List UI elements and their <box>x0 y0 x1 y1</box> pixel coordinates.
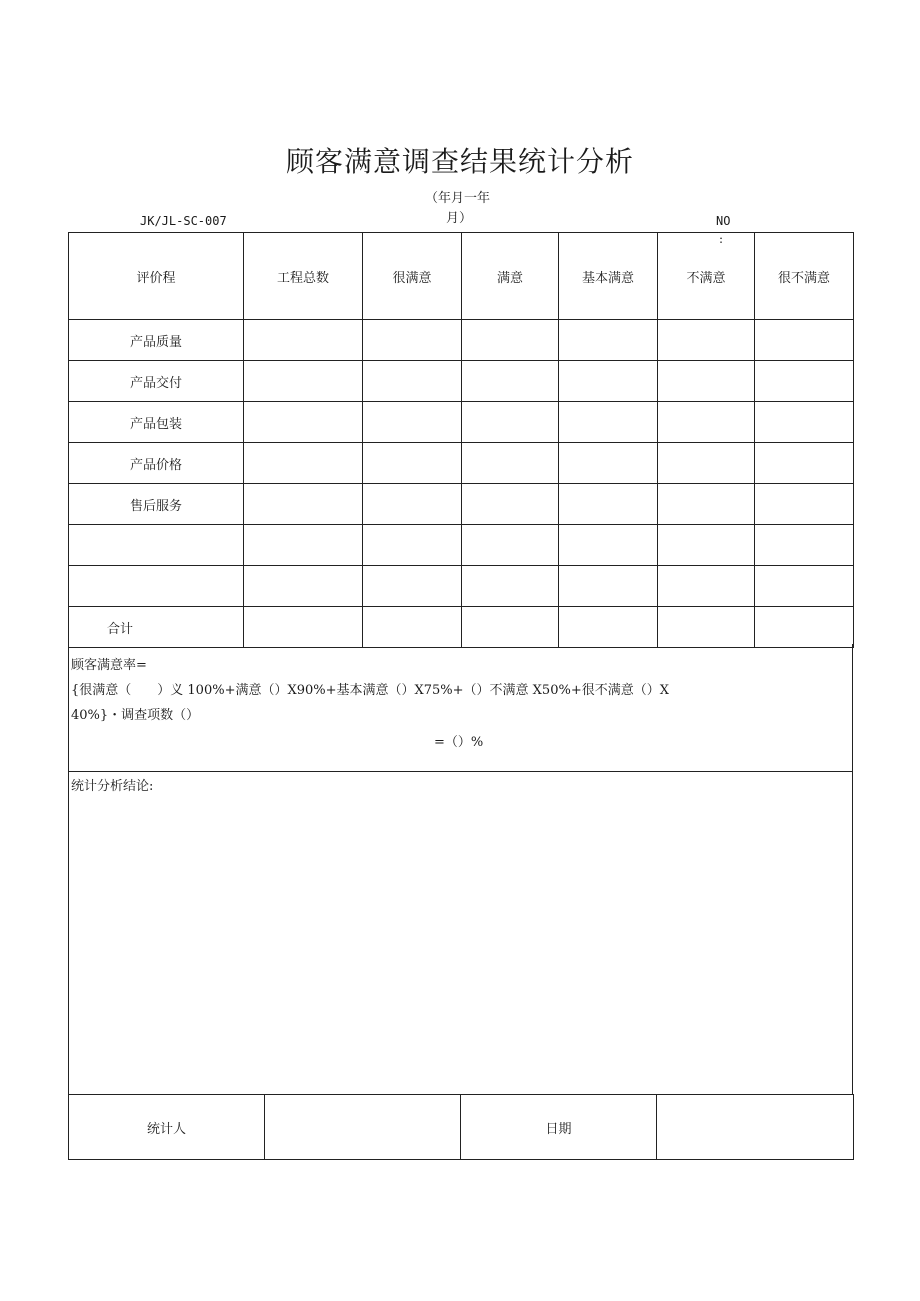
table-row <box>69 566 854 607</box>
row-label: 产品价格 <box>69 443 244 484</box>
table-cell[interactable] <box>755 402 854 443</box>
statistician-field[interactable] <box>265 1095 461 1160</box>
statistician-label: 统计人 <box>69 1095 265 1160</box>
table-cell[interactable] <box>658 484 755 525</box>
conclusion-box[interactable] <box>68 771 853 1094</box>
header-total-projects: 工程总数 <box>244 233 363 320</box>
table-cell[interactable] <box>755 525 854 566</box>
table-cell[interactable] <box>559 484 658 525</box>
table-cell[interactable] <box>658 566 755 607</box>
table-cell[interactable] <box>658 607 755 648</box>
table-cell[interactable] <box>559 525 658 566</box>
table-cell[interactable] <box>363 607 462 648</box>
row-label: 售后服务 <box>69 484 244 525</box>
table-cell[interactable] <box>559 402 658 443</box>
table-cell[interactable] <box>244 566 363 607</box>
table-cell[interactable] <box>363 443 462 484</box>
satisfaction-formula-box <box>68 644 853 772</box>
satisfaction-table <box>68 232 854 648</box>
header-basically-satisfied: 基本满意 <box>559 233 658 320</box>
row-label: 产品交付 <box>69 361 244 402</box>
table-cell[interactable] <box>559 443 658 484</box>
table-cell[interactable] <box>462 566 559 607</box>
table-row <box>69 484 854 525</box>
table-cell[interactable] <box>658 320 755 361</box>
table-cell[interactable] <box>363 402 462 443</box>
number-label: NO <box>716 214 731 228</box>
formula-result: =（）% <box>434 735 484 750</box>
table-cell[interactable] <box>462 402 559 443</box>
table-row <box>69 320 854 361</box>
table-cell[interactable] <box>755 361 854 402</box>
header-satisfied: 满意 <box>462 233 559 320</box>
table-cell[interactable] <box>755 607 854 648</box>
table-cell[interactable] <box>244 443 363 484</box>
table-cell[interactable] <box>755 320 854 361</box>
table-cell[interactable] <box>244 607 363 648</box>
table-header-row <box>69 233 854 320</box>
header-dissatisfied: 不满意 <box>658 233 755 320</box>
table-cell[interactable] <box>755 484 854 525</box>
table-cell[interactable] <box>755 566 854 607</box>
formula-line-2: {很满意（ ）义 100%+满意（）X90%+基本满意（）X75%+（）不满意 X50%+很不满意（）X <box>71 683 669 698</box>
table-cell[interactable] <box>244 402 363 443</box>
table-cell[interactable] <box>462 443 559 484</box>
table-row <box>69 443 854 484</box>
table-cell[interactable] <box>559 607 658 648</box>
table-cell[interactable] <box>363 484 462 525</box>
table-cell[interactable] <box>244 320 363 361</box>
table-cell[interactable] <box>658 525 755 566</box>
table-cell[interactable] <box>462 607 559 648</box>
table-cell[interactable] <box>462 484 559 525</box>
table-cell[interactable] <box>462 525 559 566</box>
formula-line-1: 顾客满意率= <box>71 658 147 673</box>
row-label: 产品质量 <box>69 320 244 361</box>
table-row <box>69 402 854 443</box>
table-cell[interactable] <box>559 361 658 402</box>
signature-table <box>68 1094 854 1160</box>
table-cell[interactable] <box>559 566 658 607</box>
survey-period-line2: 月） <box>446 211 473 226</box>
number-colon: : <box>719 232 724 246</box>
table-cell[interactable] <box>363 361 462 402</box>
date-field[interactable] <box>657 1095 854 1160</box>
survey-period-line1: （年月一年 <box>425 191 491 206</box>
table-cell[interactable] <box>658 402 755 443</box>
header-evaluation: 评价程 <box>69 233 244 320</box>
document-code: JK/JL-SC-007 <box>140 214 227 228</box>
table-cell[interactable] <box>244 484 363 525</box>
date-label: 日期 <box>461 1095 657 1160</box>
total-label: 合计 <box>69 607 244 648</box>
table-cell[interactable] <box>462 320 559 361</box>
table-cell[interactable] <box>755 443 854 484</box>
row-label[interactable] <box>69 566 244 607</box>
page-title: 顾客满意调查结果统计分析 <box>285 145 634 178</box>
table-cell[interactable] <box>363 525 462 566</box>
header-very-satisfied: 很满意 <box>363 233 462 320</box>
table-cell[interactable] <box>363 320 462 361</box>
table-cell[interactable] <box>462 361 559 402</box>
table-cell[interactable] <box>658 443 755 484</box>
formula-line-3: 40%}・调查项数（） <box>71 708 200 723</box>
table-cell[interactable] <box>658 361 755 402</box>
table-cell[interactable] <box>244 525 363 566</box>
table-row <box>69 525 854 566</box>
table-row <box>69 361 854 402</box>
conclusion-label: 统计分析结论: <box>71 779 154 794</box>
table-cell[interactable] <box>559 320 658 361</box>
row-label[interactable] <box>69 525 244 566</box>
table-total-row <box>69 607 854 648</box>
row-label: 产品包装 <box>69 402 244 443</box>
table-cell[interactable] <box>363 566 462 607</box>
table-cell[interactable] <box>244 361 363 402</box>
header-very-dissatisfied: 很不满意 <box>755 233 854 320</box>
